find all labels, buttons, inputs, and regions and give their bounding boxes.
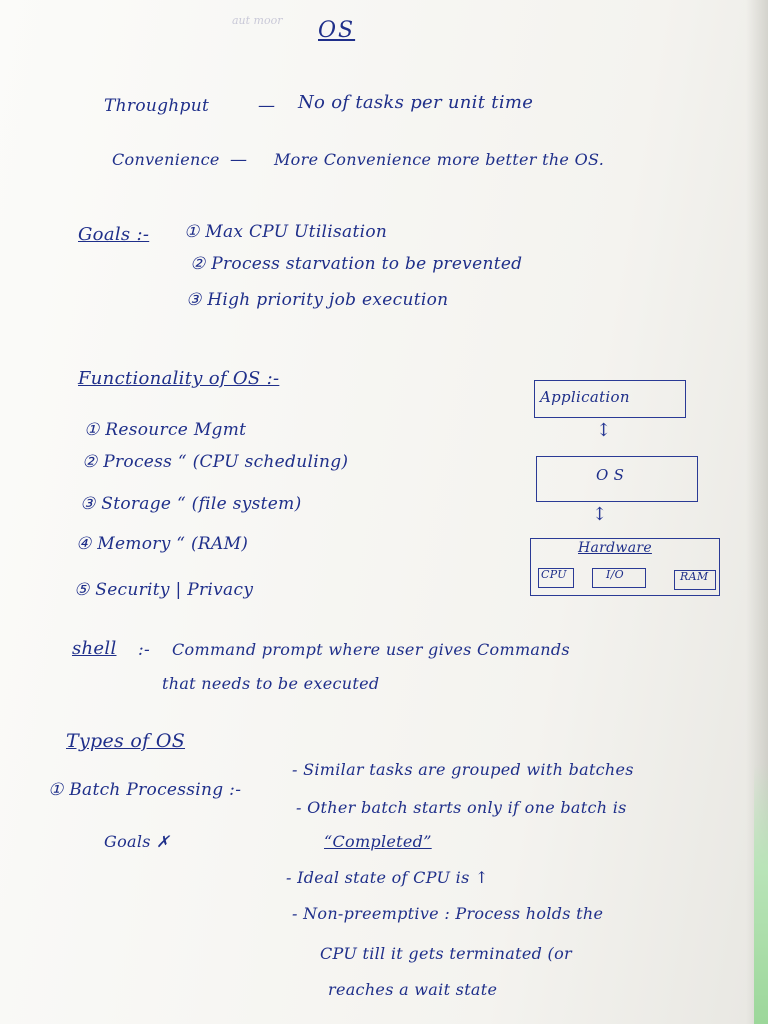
batch-processing-label: ① Batch Processing :-	[48, 780, 242, 800]
application-label: Application	[540, 388, 630, 406]
shell-term: shell	[72, 638, 117, 659]
batch-point: - Non-preemptive : Process holds the	[292, 904, 604, 923]
batch-point: - Similar tasks are grouped with batches	[292, 760, 634, 779]
updown-arrow-icon: ↕	[592, 504, 608, 525]
batch-goals-label: Goals ✗	[104, 832, 170, 851]
updown-arrow-icon: ↕	[596, 420, 612, 441]
throughput-dash: —	[258, 96, 276, 116]
cpu-label: CPU	[541, 568, 567, 581]
types-heading: Types of OS	[66, 730, 186, 752]
batch-point: “Completed”	[324, 832, 432, 851]
functionality-item: ② Process “ (CPU scheduling)	[82, 452, 349, 472]
batch-point: reaches a wait state	[328, 980, 498, 999]
goal-item: ② Process starvation to be prevented	[190, 254, 523, 274]
batch-point: - Ideal state of CPU is ↑	[286, 868, 489, 887]
shell-separator: :-	[138, 640, 151, 660]
functionality-item: ③ Storage “ (file system)	[80, 494, 302, 514]
batch-point: CPU till it gets terminated (or	[320, 944, 572, 963]
batch-point: - Other batch starts only if one batch is	[296, 798, 627, 817]
io-label: I/O	[606, 568, 624, 581]
functionality-item: ⑤ Security | Privacy	[74, 580, 254, 600]
green-corner-strip	[754, 764, 768, 1024]
throughput-definition: No of tasks per unit time	[298, 92, 534, 113]
hardware-label: Hardware	[578, 540, 652, 556]
functionality-item: ④ Memory “ (RAM)	[76, 534, 249, 554]
shell-definition-line1: Command prompt where user gives Commands	[172, 640, 570, 659]
ram-label: RAM	[680, 570, 709, 583]
os-label: O S	[596, 466, 625, 484]
goal-item: ③ High priority job execution	[186, 290, 449, 310]
page-title: OS	[318, 18, 356, 43]
convenience-dash: —	[230, 150, 248, 170]
bleed-through-text: aut moor	[232, 14, 283, 27]
convenience-definition: More Convenience more better the OS.	[274, 150, 605, 169]
goal-item: ① Max CPU Utilisation	[184, 222, 388, 242]
functionality-item: ① Resource Mgmt	[84, 420, 247, 440]
functionality-heading: Functionality of OS :-	[78, 368, 280, 389]
convenience-term: Convenience	[112, 150, 220, 169]
throughput-term: Throughput	[104, 96, 210, 116]
goals-heading: Goals :-	[78, 224, 150, 245]
shell-definition-line2: that needs to be executed	[162, 674, 380, 693]
